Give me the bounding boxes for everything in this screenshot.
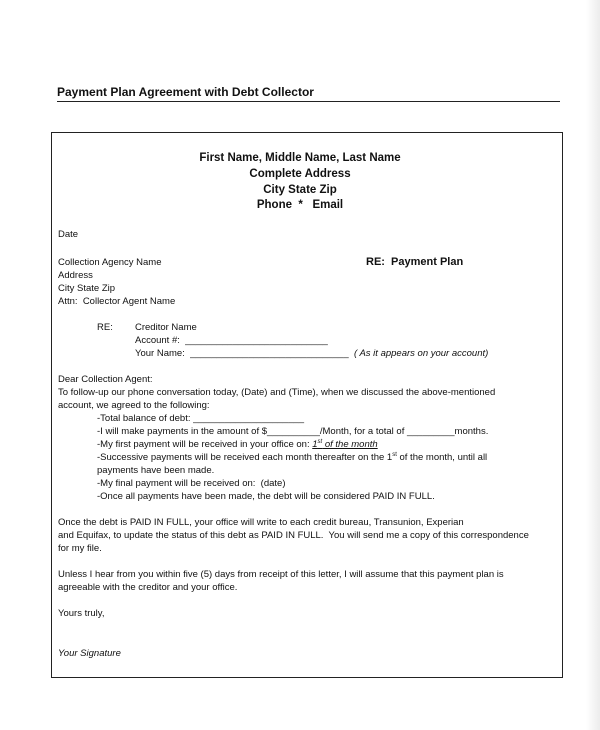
term-total-balance: -Total balance of debt: _____________________ (97, 413, 305, 424)
re-name-note: ( As it appears on your account) (354, 348, 489, 359)
re-heading: RE: Payment Plan (366, 256, 464, 268)
closing: Yours truly, (58, 608, 105, 619)
successive-ordinal: st (392, 451, 397, 458)
re-your-name: Your Name: ______________________________ (135, 348, 349, 359)
bureau-line-3: for my file. (58, 543, 102, 554)
sender-contact: Phone * Email (256, 199, 344, 211)
signature-placeholder: Your Signature (58, 648, 121, 659)
salutation: Dear Collection Agent: (58, 374, 153, 385)
first-payment-month-text: of the month (322, 439, 378, 450)
term-first-payment (97, 439, 378, 450)
term-paid-in-full: -Once all payments have been made, the debt will be considered PAID IN FULL. (97, 491, 435, 502)
term-payment-amount: -I will make payments in the amount of $__________/Month, for a total of _________months. (97, 426, 489, 437)
document-title: Payment Plan Agreement with Debt Collector (57, 85, 314, 99)
intro-line-2: account, we agreed to the following: (58, 400, 210, 411)
first-payment-ordinal: st (317, 438, 323, 445)
intro-line-1: To follow-up our phone conversation today, (Date) and (Time), when we discussed the above-mentioned (58, 387, 496, 398)
re-label: RE: (97, 322, 113, 333)
date-label: Date (58, 229, 79, 240)
sender-address: Complete Address (249, 168, 351, 180)
bureau-line-1: Once the debt is PAID IN FULL, your office will write to each credit bureau, Transunion, Experian (58, 517, 464, 528)
recipient-agency: Collection Agency Name (58, 257, 162, 268)
term-final-payment: -My final payment will be received on: (date) (97, 478, 286, 489)
first-payment-day-number: 1 (312, 439, 318, 450)
recipient-attn: Attn: Collector Agent Name (58, 296, 176, 307)
re-creditor-name: Creditor Name (135, 322, 197, 333)
term-first-payment-text: -My first payment will be received in your office on: (97, 439, 310, 450)
term-successive-text-2: of the month, until all (396, 452, 488, 463)
title-underline (57, 101, 560, 102)
bureau-line-2: and Equifax, to update the status of this debt as PAID IN FULL. You will send me a copy of this correspondence (58, 530, 529, 541)
term-successive-continued: payments have been made. (97, 465, 215, 476)
unless-line-1: Unless I hear from you within five (5) days from receipt of this letter, I will assume that this payment plan is (58, 569, 504, 580)
recipient-address: Address (58, 270, 93, 281)
recipient-city: City State Zip (58, 283, 116, 294)
term-first-payment-day (312, 439, 377, 450)
term-successive-text: -Successive payments will be received each month thereafter on the 1 (97, 452, 393, 463)
page-edge-shadow (586, 0, 600, 730)
term-successive-payments (97, 452, 487, 463)
sender-name: First Name, Middle Name, Last Name (199, 152, 401, 164)
unless-line-2: agreeable with the creditor and your office. (58, 582, 238, 593)
re-account-number: Account #: ___________________________ (135, 335, 328, 346)
sender-city: City State Zip (263, 184, 337, 196)
